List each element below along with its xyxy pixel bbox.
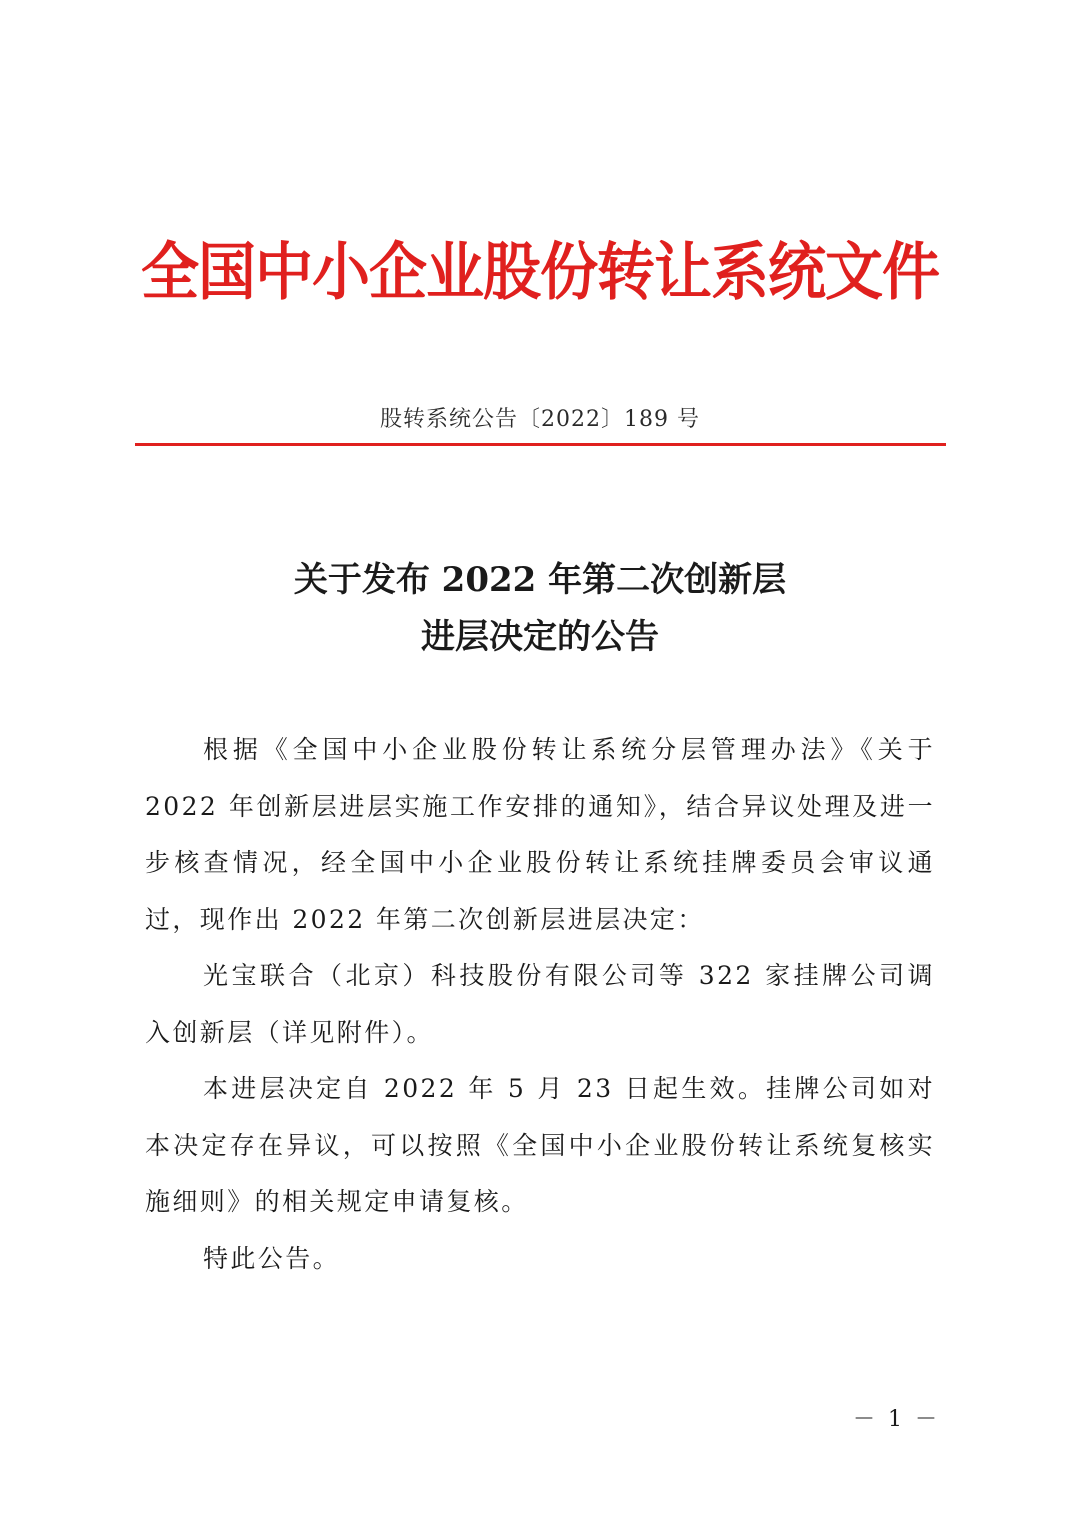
announcement-title (0, 552, 1080, 666)
page-number: － 1 － (853, 1407, 940, 1432)
body-paragraph: 光宝联合（北京）科技股份有限公司等 322 家挂牌公司调入创新层（详见附件）。 (145, 961, 935, 1047)
red-separator-line (135, 443, 946, 446)
announcement-body (145, 722, 935, 1287)
masthead-title: 全国中小企业股份转让系统文件 (140, 235, 939, 309)
title-line-2: 进层决定的公告 (421, 617, 659, 657)
body-paragraph: 特此公告。 (203, 1243, 341, 1273)
body-paragraph: 本进层决定自 2022 年 5 月 23 日起生效。挂牌公司如对本决定存在异议，可以按照《全国中小企业股份转让系统复核实施细则》的相关规定申请复核。 (145, 1074, 935, 1216)
body-paragraph: 根据《全国中小企业股份转让系统分层管理办法》《关于2022 年创新层进层实施工作安排的通知》，结合异议处理及进一步核查情况，经全国中小企业股份转让系统挂牌委员会审议通过，现作出 2022 年第二次创新层进层决定： (145, 735, 935, 934)
title-line-1: 关于发布 2022 年第二次创新层 (293, 560, 787, 600)
document-number: 股转系统公告〔2022〕189 号 (380, 407, 700, 432)
